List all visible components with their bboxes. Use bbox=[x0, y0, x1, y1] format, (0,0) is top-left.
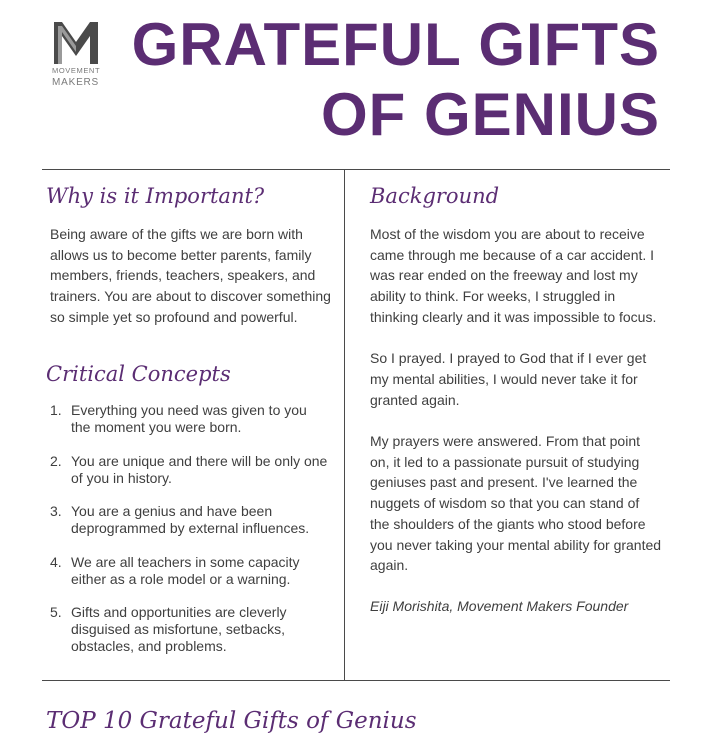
top-divider bbox=[42, 169, 670, 170]
logo-wordmark-line1: MOVEMENT bbox=[52, 66, 101, 75]
list-item bbox=[50, 604, 330, 655]
list-item-text: Gifts and opportunities are cleverly disguised as misfortune, setbacks, obstacles, and problems. bbox=[71, 604, 287, 654]
column-divider bbox=[344, 169, 345, 680]
signature: Eiji Morishita, Movement Makers Founder bbox=[370, 597, 629, 614]
list-item-number: 3. bbox=[50, 503, 62, 519]
list-item-number: 5. bbox=[50, 604, 62, 620]
concepts-list bbox=[50, 402, 330, 672]
list-item-text: We are all teachers in some capacity either as a role model or a warning. bbox=[71, 553, 300, 587]
list-item bbox=[50, 453, 330, 487]
title-line-2: OF GENIUS bbox=[320, 81, 660, 148]
background-paragraph-1: Most of the wisdom you are about to receive came through me because of a car accident. I was rear ended on the freeway and lost my ability to think. For weeks, I struggled in thinking clearly and it was impossible to focus. bbox=[370, 226, 657, 325]
bottom-divider bbox=[42, 680, 670, 681]
top10-heading: TOP 10 Grateful Gifts of Genius bbox=[46, 708, 417, 734]
list-item bbox=[50, 402, 330, 436]
list-item-number: 1. bbox=[50, 402, 62, 418]
list-item-text: You are a genius and have been deprogrammed by external influences. bbox=[71, 503, 310, 536]
logo-wordmark-line2: MAKERS bbox=[52, 77, 100, 88]
why-heading: Why is it Important? bbox=[46, 184, 265, 208]
why-paragraph bbox=[50, 224, 332, 328]
movement-makers-logo bbox=[52, 20, 104, 88]
background-section bbox=[370, 224, 662, 617]
list-item bbox=[50, 503, 330, 537]
why-text: Being aware of the gifts we are born with allows us to become better parents, family members, friends, teachers, speakers, and trainers. You are about to discover something so simple yet so profound and powerful. bbox=[50, 226, 331, 325]
list-item-text: You are unique and there will be only one of you in history. bbox=[71, 452, 328, 486]
background-heading: Background bbox=[370, 184, 500, 208]
list-item-number: 2. bbox=[50, 452, 62, 469]
list-item-text: Everything you need was given to you the moment you were born. bbox=[71, 402, 307, 435]
list-item bbox=[50, 554, 330, 588]
concepts-heading: Critical Concepts bbox=[46, 362, 231, 386]
background-paragraph-2: So I prayed. I prayed to God that if I ever get my mental abilities, I would never take it for granted again. bbox=[370, 350, 647, 408]
logo-m-icon bbox=[52, 20, 100, 64]
title-line-1: GRATEFUL GIFTS bbox=[131, 11, 660, 78]
list-item-number: 4. bbox=[50, 553, 62, 570]
page-title bbox=[132, 10, 660, 150]
background-paragraph-3: My prayers were answered. From that point on, it led to a passionate pursuit of studying geniuses past and present. I've learned the nuggets of wisdom so that you can stand of the shoulders of the giants who stood before you never taking your mental ability for granted again. bbox=[370, 433, 662, 574]
